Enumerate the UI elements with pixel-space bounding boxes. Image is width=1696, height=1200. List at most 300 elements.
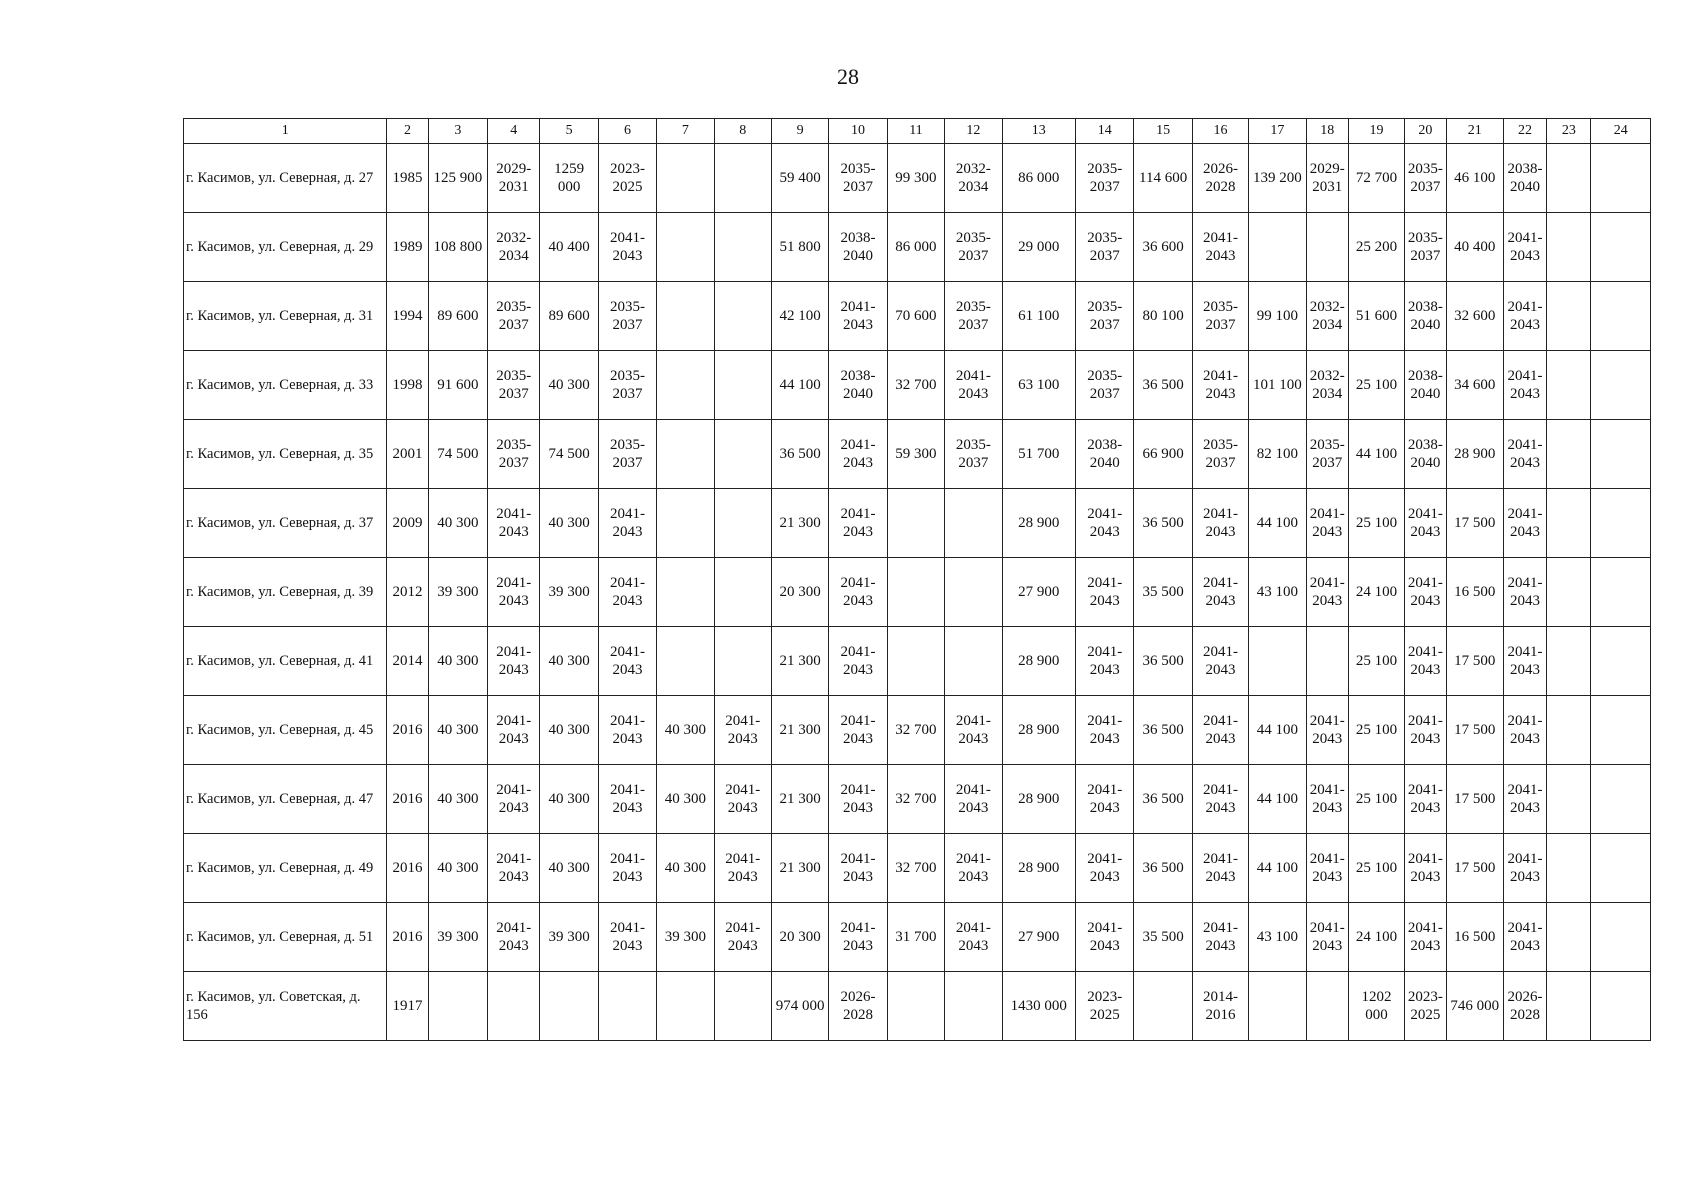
table-cell: 2041-2043 xyxy=(1503,351,1546,420)
table-cell: 44 100 xyxy=(1249,765,1306,834)
table-cell: 2041-2043 xyxy=(1192,765,1248,834)
page-number: 28 xyxy=(837,64,859,89)
table-cell: 36 500 xyxy=(1134,489,1192,558)
column-number-20: 20 xyxy=(1405,119,1446,144)
table-cell: 1259 000 xyxy=(540,144,598,213)
table-cell xyxy=(1591,696,1651,765)
table-cell xyxy=(1591,627,1651,696)
table-cell: 2041-2043 xyxy=(598,696,656,765)
table-row xyxy=(184,765,1651,834)
table-cell: 86 000 xyxy=(887,213,944,282)
table-cell: 2041-2043 xyxy=(1306,903,1348,972)
address-cell: г. Касимов, ул. Северная, д. 37 xyxy=(184,489,387,558)
table-cell xyxy=(1306,972,1348,1041)
table-cell: 1430 000 xyxy=(1002,972,1076,1041)
table-cell: 99 100 xyxy=(1249,282,1306,351)
table-cell: 2041-2043 xyxy=(1405,558,1446,627)
table-cell xyxy=(1591,213,1651,282)
table-cell xyxy=(887,972,944,1041)
table-cell: 36 500 xyxy=(1134,696,1192,765)
table-cell: 2009 xyxy=(387,489,428,558)
table-cell xyxy=(657,213,714,282)
table-cell: 2012 xyxy=(387,558,428,627)
table-cell: 89 600 xyxy=(428,282,487,351)
table-cell: 2041-2043 xyxy=(1192,213,1248,282)
table-cell: 2023-2025 xyxy=(1076,972,1134,1041)
table-cell: 2041-2043 xyxy=(1405,696,1446,765)
table-cell: 2041-2043 xyxy=(1192,903,1248,972)
table-cell: 2035-2037 xyxy=(598,351,656,420)
column-number-2: 2 xyxy=(387,119,428,144)
table-cell: 2041-2043 xyxy=(488,903,540,972)
table-cell xyxy=(1249,972,1306,1041)
column-number-6: 6 xyxy=(598,119,656,144)
table-cell: 28 900 xyxy=(1002,696,1076,765)
column-number-11: 11 xyxy=(887,119,944,144)
column-number-4: 4 xyxy=(488,119,540,144)
table-cell: 2041-2043 xyxy=(829,558,887,627)
table-cell: 74 500 xyxy=(428,420,487,489)
table-cell: 2041-2043 xyxy=(829,696,887,765)
table-cell: 44 100 xyxy=(1348,420,1404,489)
table-cell: 2038-2040 xyxy=(1503,144,1546,213)
table-cell: 2026-2028 xyxy=(1192,144,1248,213)
table-cell: 35 500 xyxy=(1134,558,1192,627)
table-cell: 2041-2043 xyxy=(829,627,887,696)
table-cell: 16 500 xyxy=(1446,903,1503,972)
table-cell xyxy=(1547,972,1591,1041)
table-cell: 2035-2037 xyxy=(1076,351,1134,420)
data-table xyxy=(183,118,1651,1041)
table-cell xyxy=(714,972,771,1041)
table-cell: 51 800 xyxy=(771,213,828,282)
table-cell: 2016 xyxy=(387,903,428,972)
table-cell: 40 300 xyxy=(657,834,714,903)
table-cell: 2014-2016 xyxy=(1192,972,1248,1041)
table-cell: 36 500 xyxy=(1134,834,1192,903)
table-cell: 21 300 xyxy=(771,489,828,558)
table-cell: 2035-2037 xyxy=(1405,213,1446,282)
table-cell: 2041-2043 xyxy=(1306,696,1348,765)
table-cell: 32 700 xyxy=(887,765,944,834)
table-cell xyxy=(887,489,944,558)
table-cell xyxy=(1591,351,1651,420)
table-cell: 2041-2043 xyxy=(1405,627,1446,696)
table-cell xyxy=(1547,903,1591,972)
table-cell xyxy=(1547,282,1591,351)
table-cell: 36 500 xyxy=(1134,351,1192,420)
column-number-19: 19 xyxy=(1348,119,1404,144)
table-cell: 2035-2037 xyxy=(945,282,1002,351)
table-cell: 2041-2043 xyxy=(1192,558,1248,627)
table-row xyxy=(184,489,1651,558)
table-cell xyxy=(945,558,1002,627)
table-cell: 59 300 xyxy=(887,420,944,489)
table-cell: 2038-2040 xyxy=(1405,351,1446,420)
table-cell: 40 300 xyxy=(540,765,598,834)
table-cell: 2035-2037 xyxy=(1306,420,1348,489)
table-cell: 2041-2043 xyxy=(945,351,1002,420)
table-cell: 17 500 xyxy=(1446,696,1503,765)
address-cell: г. Касимов, ул. Северная, д. 39 xyxy=(184,558,387,627)
table-row xyxy=(184,213,1651,282)
table-cell: 32 700 xyxy=(887,351,944,420)
table-cell: 35 500 xyxy=(1134,903,1192,972)
address-cell: г. Касимов, ул. Северная, д. 29 xyxy=(184,213,387,282)
address-cell: г. Касимов, ул. Северная, д. 47 xyxy=(184,765,387,834)
table-cell: 2038-2040 xyxy=(1405,420,1446,489)
address-cell: г. Касимов, ул. Северная, д. 41 xyxy=(184,627,387,696)
table-cell xyxy=(1306,627,1348,696)
table-cell: 2041-2043 xyxy=(1405,489,1446,558)
table-cell: 2041-2043 xyxy=(714,765,771,834)
table-cell xyxy=(1591,558,1651,627)
table-cell xyxy=(1591,144,1651,213)
table-cell: 80 100 xyxy=(1134,282,1192,351)
table-cell: 2035-2037 xyxy=(945,213,1002,282)
table-cell: 2041-2043 xyxy=(598,213,656,282)
table-cell: 1917 xyxy=(387,972,428,1041)
table-cell: 2041-2043 xyxy=(1306,765,1348,834)
table-cell xyxy=(714,489,771,558)
table-cell: 25 100 xyxy=(1348,834,1404,903)
table-cell: 82 100 xyxy=(1249,420,1306,489)
column-number-15: 15 xyxy=(1134,119,1192,144)
table-cell: 2041-2043 xyxy=(945,696,1002,765)
table-cell: 746 000 xyxy=(1446,972,1503,1041)
table-cell: 2035-2037 xyxy=(488,351,540,420)
table-cell: 2041-2043 xyxy=(598,834,656,903)
table-cell: 27 900 xyxy=(1002,558,1076,627)
table-cell: 39 300 xyxy=(657,903,714,972)
table-cell xyxy=(1591,765,1651,834)
table-cell: 2041-2043 xyxy=(1503,420,1546,489)
table-cell: 32 700 xyxy=(887,696,944,765)
address-cell: г. Касимов, ул. Северная, д. 33 xyxy=(184,351,387,420)
table-cell: 2041-2043 xyxy=(1503,765,1546,834)
table-cell: 101 100 xyxy=(1249,351,1306,420)
table-cell: 44 100 xyxy=(1249,834,1306,903)
table-cell: 44 100 xyxy=(1249,489,1306,558)
table-cell: 24 100 xyxy=(1348,903,1404,972)
table-cell xyxy=(1306,213,1348,282)
table-row xyxy=(184,696,1651,765)
table-cell: 17 500 xyxy=(1446,834,1503,903)
table-cell: 25 100 xyxy=(1348,627,1404,696)
table-cell: 40 400 xyxy=(540,213,598,282)
table-cell xyxy=(714,282,771,351)
table-cell: 2041-2043 xyxy=(1192,696,1248,765)
table-cell: 2041-2043 xyxy=(945,765,1002,834)
table-cell: 2041-2043 xyxy=(945,834,1002,903)
table-cell: 46 100 xyxy=(1446,144,1503,213)
table-cell: 2041-2043 xyxy=(1076,696,1134,765)
address-cell: г. Касимов, ул. Северная, д. 31 xyxy=(184,282,387,351)
table-cell xyxy=(1547,144,1591,213)
table-cell xyxy=(1591,420,1651,489)
table-cell xyxy=(657,144,714,213)
column-number-8: 8 xyxy=(714,119,771,144)
table-cell: 2041-2043 xyxy=(1192,489,1248,558)
table-cell xyxy=(1591,972,1651,1041)
column-number-18: 18 xyxy=(1306,119,1348,144)
table-cell: 36 500 xyxy=(1134,765,1192,834)
table-row xyxy=(184,282,1651,351)
table-cell: 51 600 xyxy=(1348,282,1404,351)
column-number-21: 21 xyxy=(1446,119,1503,144)
table-cell: 17 500 xyxy=(1446,489,1503,558)
table-cell xyxy=(1249,213,1306,282)
table-cell xyxy=(945,489,1002,558)
table-cell: 21 300 xyxy=(771,696,828,765)
table-cell: 2001 xyxy=(387,420,428,489)
table-cell: 20 300 xyxy=(771,903,828,972)
table-cell: 2041-2043 xyxy=(829,834,887,903)
table-cell xyxy=(887,627,944,696)
table-cell: 2035-2037 xyxy=(598,420,656,489)
table-cell: 2041-2043 xyxy=(1405,765,1446,834)
table-cell: 44 100 xyxy=(1249,696,1306,765)
table-cell: 2026-2028 xyxy=(1503,972,1546,1041)
table-cell: 2041-2043 xyxy=(598,558,656,627)
table-cell: 2041-2043 xyxy=(1076,903,1134,972)
table-cell: 25 100 xyxy=(1348,351,1404,420)
table-cell: 2038-2040 xyxy=(829,213,887,282)
table-cell xyxy=(657,627,714,696)
table-cell: 25 100 xyxy=(1348,489,1404,558)
table-cell: 125 900 xyxy=(428,144,487,213)
table-cell: 2041-2043 xyxy=(1503,489,1546,558)
table-cell xyxy=(657,558,714,627)
address-cell: г. Касимов, ул. Северная, д. 49 xyxy=(184,834,387,903)
column-number-7: 7 xyxy=(657,119,714,144)
table-cell xyxy=(1547,696,1591,765)
table-cell: 2041-2043 xyxy=(598,627,656,696)
table-cell: 66 900 xyxy=(1134,420,1192,489)
table-cell: 1989 xyxy=(387,213,428,282)
table-cell: 21 300 xyxy=(771,627,828,696)
table-cell: 28 900 xyxy=(1446,420,1503,489)
table-cell: 40 300 xyxy=(428,696,487,765)
table-cell xyxy=(714,627,771,696)
column-number-24: 24 xyxy=(1591,119,1651,144)
column-number-12: 12 xyxy=(945,119,1002,144)
table-cell: 2041-2043 xyxy=(1306,834,1348,903)
table-cell: 39 300 xyxy=(428,558,487,627)
table-cell: 17 500 xyxy=(1446,765,1503,834)
table-cell: 25 100 xyxy=(1348,765,1404,834)
table-cell: 2035-2037 xyxy=(1076,282,1134,351)
table-cell: 17 500 xyxy=(1446,627,1503,696)
table-cell: 39 300 xyxy=(540,558,598,627)
table-cell: 2041-2043 xyxy=(829,903,887,972)
table-cell: 86 000 xyxy=(1002,144,1076,213)
table-cell: 40 300 xyxy=(540,627,598,696)
table-cell: 43 100 xyxy=(1249,903,1306,972)
table-cell: 40 300 xyxy=(428,834,487,903)
table-cell xyxy=(714,351,771,420)
address-cell: г. Касимов, ул. Советская, д. 156 xyxy=(184,972,387,1041)
table-cell xyxy=(428,972,487,1041)
table-cell: 2035-2037 xyxy=(945,420,1002,489)
table-cell: 2035-2037 xyxy=(488,420,540,489)
table-cell: 2041-2043 xyxy=(829,282,887,351)
table-cell: 2041-2043 xyxy=(488,765,540,834)
table-cell: 43 100 xyxy=(1249,558,1306,627)
table-row xyxy=(184,834,1651,903)
table-cell: 2041-2043 xyxy=(714,834,771,903)
table-cell xyxy=(657,351,714,420)
table-cell: 2041-2043 xyxy=(829,765,887,834)
table-cell: 139 200 xyxy=(1249,144,1306,213)
table-cell xyxy=(945,972,1002,1041)
table-cell: 2041-2043 xyxy=(1405,903,1446,972)
table-cell: 34 600 xyxy=(1446,351,1503,420)
table-cell xyxy=(714,558,771,627)
table-cell: 72 700 xyxy=(1348,144,1404,213)
table-cell: 99 300 xyxy=(887,144,944,213)
table-row xyxy=(184,903,1651,972)
header-row xyxy=(184,119,1651,144)
table-cell: 2041-2043 xyxy=(1192,627,1248,696)
table-cell: 31 700 xyxy=(887,903,944,972)
table-cell: 2023-2025 xyxy=(598,144,656,213)
table-cell: 2041-2043 xyxy=(829,489,887,558)
table-cell: 2041-2043 xyxy=(1192,834,1248,903)
table-cell: 2041-2043 xyxy=(1405,834,1446,903)
table-cell: 2029-2031 xyxy=(488,144,540,213)
column-number-22: 22 xyxy=(1503,119,1546,144)
column-number-3: 3 xyxy=(428,119,487,144)
table-cell xyxy=(657,420,714,489)
table-cell: 2041-2043 xyxy=(1306,558,1348,627)
table-cell: 24 100 xyxy=(1348,558,1404,627)
table-cell: 25 200 xyxy=(1348,213,1404,282)
table-cell: 2035-2037 xyxy=(1192,420,1248,489)
table-cell: 2038-2040 xyxy=(829,351,887,420)
table-cell: 44 100 xyxy=(771,351,828,420)
table-cell: 974 000 xyxy=(771,972,828,1041)
table-cell: 1202 000 xyxy=(1348,972,1404,1041)
table-cell: 2041-2043 xyxy=(488,627,540,696)
table-cell: 1985 xyxy=(387,144,428,213)
table-row xyxy=(184,627,1651,696)
table-row xyxy=(184,144,1651,213)
table-cell xyxy=(1547,627,1591,696)
table-cell: 42 100 xyxy=(771,282,828,351)
table-cell: 36 500 xyxy=(771,420,828,489)
column-number-1: 1 xyxy=(184,119,387,144)
table-cell: 2035-2037 xyxy=(1192,282,1248,351)
table-cell: 40 300 xyxy=(540,489,598,558)
table-cell: 2041-2043 xyxy=(1503,627,1546,696)
table-cell: 32 700 xyxy=(887,834,944,903)
table-cell: 2041-2043 xyxy=(1503,696,1546,765)
table-cell: 51 700 xyxy=(1002,420,1076,489)
table-cell: 40 300 xyxy=(540,834,598,903)
table-cell: 2041-2043 xyxy=(1503,213,1546,282)
table-cell xyxy=(1591,282,1651,351)
table-cell: 16 500 xyxy=(1446,558,1503,627)
table-cell: 2041-2043 xyxy=(1503,558,1546,627)
table-cell xyxy=(1591,903,1651,972)
address-cell: г. Касимов, ул. Северная, д. 27 xyxy=(184,144,387,213)
table-cell xyxy=(1547,420,1591,489)
table-cell: 2016 xyxy=(387,834,428,903)
table-cell: 28 900 xyxy=(1002,834,1076,903)
table-cell: 36 600 xyxy=(1134,213,1192,282)
table-cell: 2032-2034 xyxy=(1306,351,1348,420)
table-cell: 29 000 xyxy=(1002,213,1076,282)
table-cell xyxy=(945,627,1002,696)
table-cell xyxy=(887,558,944,627)
table-cell: 2041-2043 xyxy=(598,765,656,834)
table-cell: 2038-2040 xyxy=(1076,420,1134,489)
table-cell: 2032-2034 xyxy=(488,213,540,282)
table-cell: 108 800 xyxy=(428,213,487,282)
table-cell: 2041-2043 xyxy=(1503,834,1546,903)
table-cell: 2041-2043 xyxy=(488,558,540,627)
table-cell: 2014 xyxy=(387,627,428,696)
table-cell: 21 300 xyxy=(771,765,828,834)
table-cell: 91 600 xyxy=(428,351,487,420)
table-cell: 2041-2043 xyxy=(598,903,656,972)
table-cell xyxy=(1547,765,1591,834)
table-cell: 36 500 xyxy=(1134,627,1192,696)
table-cell: 40 400 xyxy=(1446,213,1503,282)
address-cell: г. Касимов, ул. Северная, д. 45 xyxy=(184,696,387,765)
table-cell: 2035-2037 xyxy=(1405,144,1446,213)
table-cell: 1994 xyxy=(387,282,428,351)
table-cell: 89 600 xyxy=(540,282,598,351)
table-cell: 40 300 xyxy=(657,765,714,834)
table-cell: 40 300 xyxy=(540,696,598,765)
table-cell: 40 300 xyxy=(428,489,487,558)
table-cell: 2038-2040 xyxy=(1405,282,1446,351)
table-cell: 2035-2037 xyxy=(1076,213,1134,282)
table-cell: 2035-2037 xyxy=(488,282,540,351)
table-row xyxy=(184,972,1651,1041)
table-cell: 2041-2043 xyxy=(1192,351,1248,420)
table-cell: 28 900 xyxy=(1002,489,1076,558)
table-cell: 32 600 xyxy=(1446,282,1503,351)
table-cell: 2041-2043 xyxy=(488,489,540,558)
table-cell: 2032-2034 xyxy=(945,144,1002,213)
table-cell xyxy=(1591,834,1651,903)
table-cell: 2035-2037 xyxy=(598,282,656,351)
table-cell: 2023-2025 xyxy=(1405,972,1446,1041)
table-cell: 39 300 xyxy=(428,903,487,972)
table-cell: 2041-2043 xyxy=(1076,558,1134,627)
table-cell xyxy=(1547,558,1591,627)
table-cell: 2041-2043 xyxy=(1503,282,1546,351)
table-cell: 28 900 xyxy=(1002,627,1076,696)
table-cell: 2035-2037 xyxy=(829,144,887,213)
table-cell: 74 500 xyxy=(540,420,598,489)
table-row xyxy=(184,420,1651,489)
table-cell: 39 300 xyxy=(540,903,598,972)
table-cell: 28 900 xyxy=(1002,765,1076,834)
table-cell: 2016 xyxy=(387,765,428,834)
table-cell: 2041-2043 xyxy=(829,420,887,489)
table-cell: 2041-2043 xyxy=(714,696,771,765)
table-cell: 2035-2037 xyxy=(1076,144,1134,213)
table-cell: 61 100 xyxy=(1002,282,1076,351)
table-row xyxy=(184,351,1651,420)
column-number-23: 23 xyxy=(1547,119,1591,144)
table-cell: 70 600 xyxy=(887,282,944,351)
table-cell: 40 300 xyxy=(540,351,598,420)
